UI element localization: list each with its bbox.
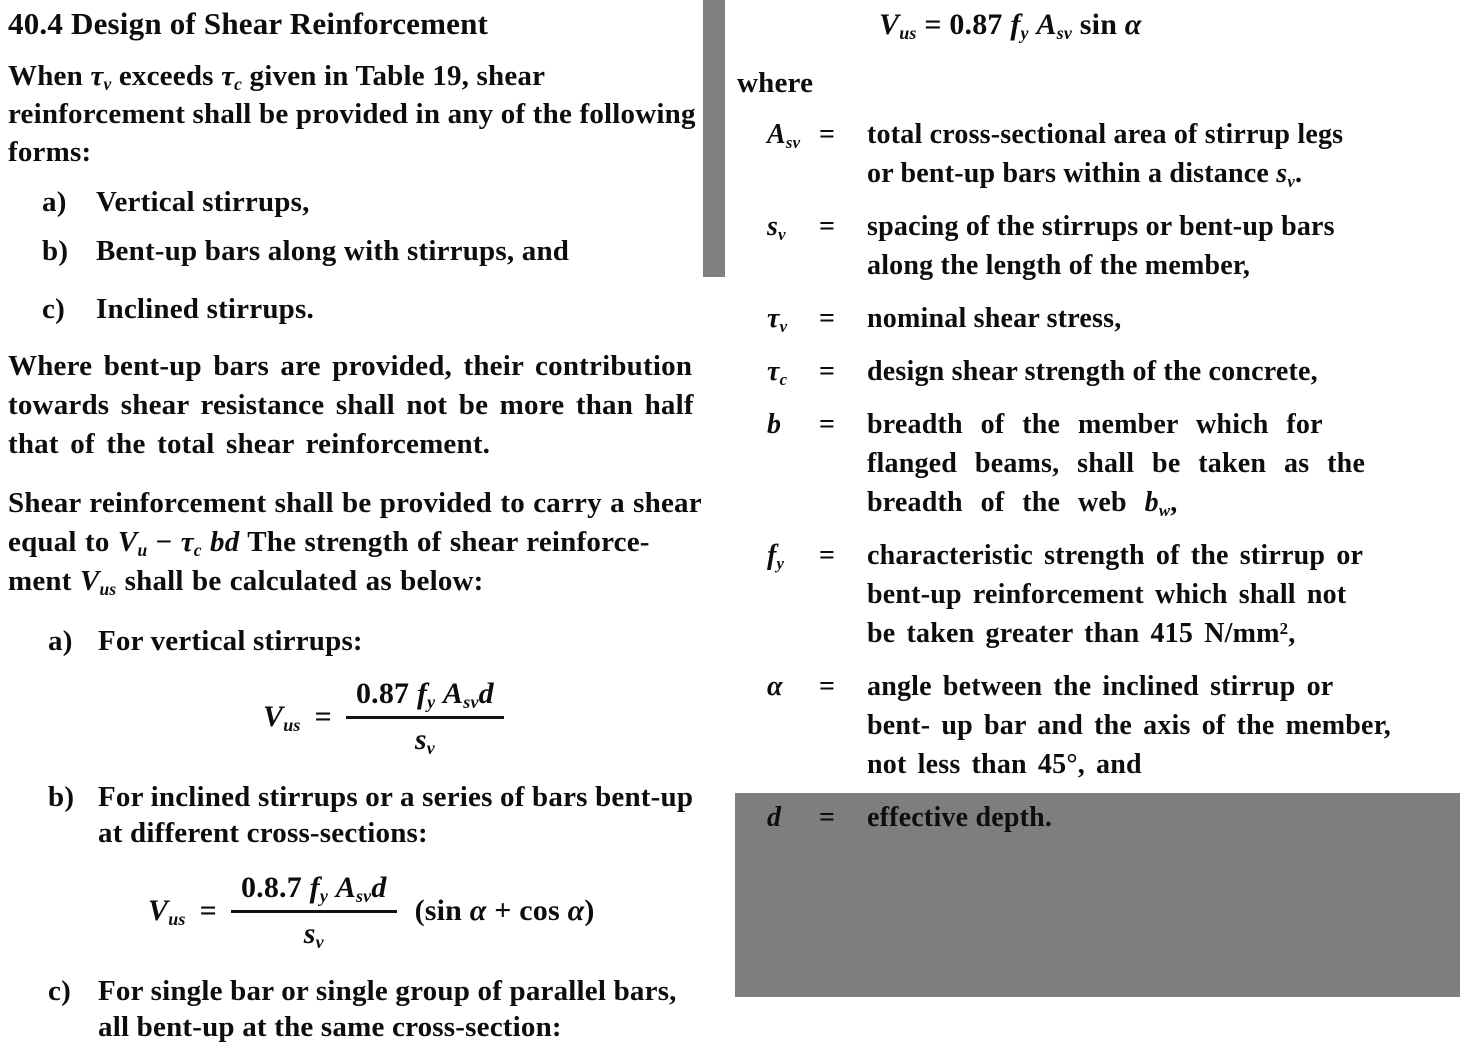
definition-row-alpha [767, 667, 1452, 784]
definition-term: b [767, 409, 782, 440]
list-item-label: c) [42, 293, 65, 325]
list-item-text: For vertical stirrups: [98, 625, 363, 657]
case-item-vertical [8, 623, 702, 659]
list-item-label: c) [48, 975, 71, 1007]
right-column [737, 0, 1452, 851]
definition-row-b [767, 405, 1452, 522]
case-item-single-bar [8, 973, 702, 1045]
definition-text: effective depth. [867, 802, 1053, 833]
where-label: where [737, 67, 814, 99]
equals-sign: = [819, 211, 836, 242]
definition-term: $\tau_v$ [767, 303, 788, 337]
list-item-text: Inclined stirrups. [96, 293, 314, 325]
definition-term: $s_v$ [767, 211, 786, 245]
fraction-denominator: $s_v$ [346, 716, 504, 757]
intro-paragraph: When $\tau_v$ exceeds $\tau_c$ given in Table 19, shear reinforcement shall be provided in any of the following forms: [8, 60, 696, 168]
fraction-numerator: 0.8.7 $f_y$ $A_{sv}d$ [240, 871, 387, 907]
definition-text: angle between the inclined stirrup or bent- up bar and the axis of the member, not less than 45°, and [867, 671, 1391, 780]
definition-text: nominal shear stress, [867, 303, 1122, 334]
fraction [346, 677, 504, 757]
definition-text: breadth of the member which for flanged beams, shall be taken as the breadth of the web $b_w$, [867, 409, 1366, 521]
fraction-numerator: 0.87 $f_y$ $A_{sv}d$ [355, 677, 494, 713]
case-item-inclined [8, 779, 702, 851]
definition-text: total cross-sectional area of stirrup legs or bent-up bars within a distance $s_v$. [867, 119, 1344, 192]
list-item-label: b) [42, 235, 69, 267]
formula-vertical-stirrups [263, 677, 702, 757]
bentup-contribution-paragraph: Where bent-up bars are provided, their contribution towards shear resistance shall not be more than half that of the total shear reinforcement. [8, 350, 694, 460]
list-item-label: b) [48, 781, 75, 813]
shear-strength-paragraph: Shear reinforcement shall be provided to carry a shear equal to $V_u - \tau_c$ bd The strength of shear reinforce- ment $V_{us}$ shall be calculated as below: [8, 487, 702, 600]
fraction-denominator: $s_v$ [231, 910, 397, 951]
definition-row-tau-v [767, 299, 1452, 338]
equals-sign: = [819, 119, 836, 150]
definition-row-asv [767, 115, 1452, 193]
list-item-bentup-bars [8, 233, 702, 269]
definition-term: $A_{sv}$ [767, 119, 801, 153]
definition-term: $\tau_c$ [767, 356, 788, 390]
list-item-text: Bent-up bars along with stirrups, and [96, 235, 570, 267]
fraction [231, 871, 397, 951]
equals-sign: = [199, 894, 217, 927]
definition-text: spacing of the stirrups or bent-up bars along the length of the member, [867, 211, 1335, 281]
definition-term: d [767, 802, 782, 833]
left-column [8, 6, 702, 1045]
list-item-label: a) [48, 625, 73, 657]
equals-sign: = [314, 700, 332, 733]
equals-sign: = [819, 356, 836, 387]
definition-row-sv [767, 207, 1452, 285]
equals-sign: = [819, 802, 836, 833]
formula-lhs: $V_{us}$ [148, 894, 186, 930]
equals-sign: = [819, 540, 836, 571]
formula-lhs: $V_{us}$ [263, 700, 301, 736]
definition-row-tau-c [767, 352, 1452, 391]
formula-tail: (sin α + cos α) [414, 894, 595, 927]
column-divider-bar [703, 0, 725, 277]
forms-list [8, 184, 702, 327]
definition-term: α [767, 671, 783, 702]
equals-sign: = [819, 671, 836, 702]
definition-text: design shear strength of the concrete, [867, 356, 1318, 387]
section-heading: 40.4 Design of Shear Reinforcement [8, 6, 489, 41]
list-item-text: For single bar or single group of parallel bars, all bent-up at the same cross-section: [98, 975, 677, 1043]
cases-list [8, 623, 702, 1045]
list-item-vertical-stirrups [8, 184, 702, 220]
definition-text: characteristic strength of the stirrup or bent-up reinforcement which shall not be taken greater than 415 $N/mm^2$, [867, 540, 1364, 649]
list-item-text: Vertical stirrups, [96, 186, 310, 218]
list-item-inclined-stirrups [8, 291, 702, 327]
definitions-list [737, 115, 1452, 837]
equals-sign: = [819, 409, 836, 440]
definition-term: $f_y$ [767, 540, 785, 574]
definition-row-fy [767, 536, 1452, 653]
list-item-label: a) [42, 186, 67, 218]
formula-inclined-stirrups [148, 871, 702, 951]
equals-sign: = [819, 303, 836, 334]
definition-row-d [767, 798, 1452, 837]
list-item-text: For inclined stirrups or a series of bars bent-up at different cross-sections: [98, 781, 694, 849]
formula-single-bar: $V_{us} = 0.87$ $f_y$ $A_{sv}$ sin α [879, 8, 1142, 44]
